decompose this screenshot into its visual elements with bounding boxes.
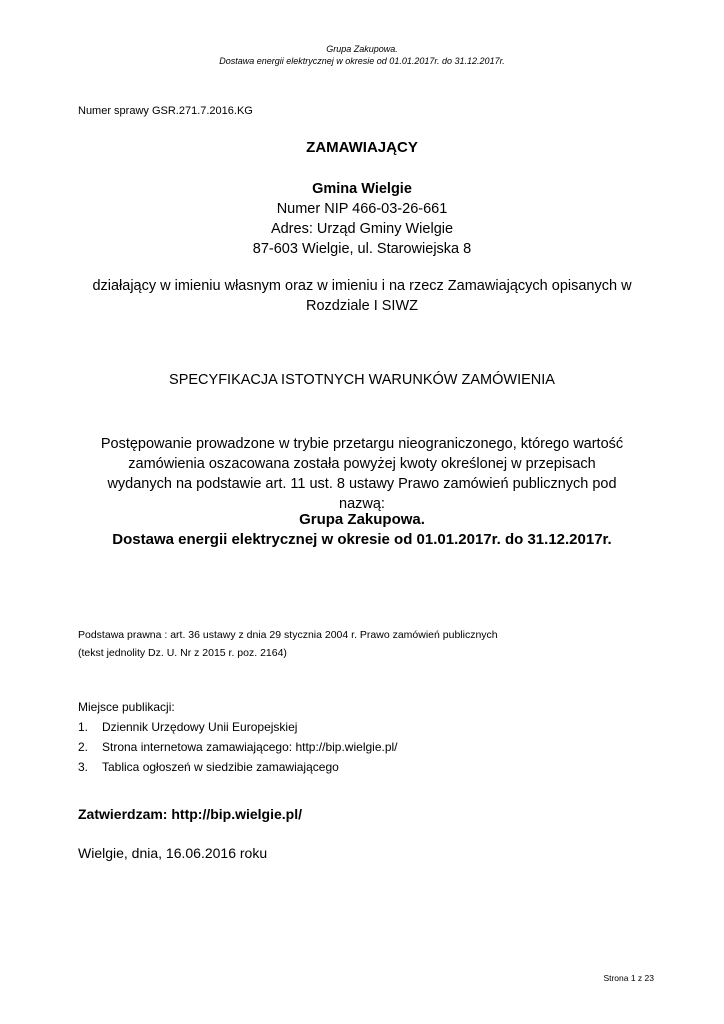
ordering-party-title: ZAMAWIAJĄCY xyxy=(306,139,418,156)
ordering-party-details xyxy=(0,179,724,259)
case-number: Numer sprawy GSR.271.7.2016.KG xyxy=(78,105,253,117)
procedure-description: Postępowanie prowadzone w trybie przetargu nieograniczonego, którego wartość zamówienia oszacowana została powyżej kwoty określonej w przepisach wydanych na podstawie art. 11 ust. 8 ustawy Prawo zamówień publicznych pod nazwą: xyxy=(100,436,624,512)
page-number: Strona 1 z 23 xyxy=(603,973,654,983)
publication-list xyxy=(78,717,398,777)
list-item xyxy=(78,737,398,757)
list-item-text: Tablica ogłoszeń w siedzibie zamawiającego xyxy=(102,760,339,774)
place-and-date: Wielgie, dnia, 16.06.2016 roku xyxy=(78,845,268,861)
ordering-party-address-2: 87-603 Wielgie, ul. Starowiejska 8 xyxy=(252,241,472,257)
ordering-party-address-1: Adres: Urząd Gminy Wielgie xyxy=(270,221,454,237)
list-item xyxy=(78,757,398,777)
list-item-number: 1. xyxy=(78,720,89,734)
list-item-text: Dziennik Urzędowy Unii Europejskiej xyxy=(102,720,298,734)
list-item-number: 3. xyxy=(78,760,89,774)
specification-title: SPECYFIKACJA ISTOTNYCH WARUNKÓW ZAMÓWIENIA xyxy=(169,372,555,388)
publication-section xyxy=(78,697,398,777)
project-title-line-1: Grupa Zakupowa. xyxy=(299,511,425,528)
list-item xyxy=(78,717,398,737)
ordering-party-name: Gmina Wielgie xyxy=(312,181,412,197)
acting-statement: działający w imieniu własnym oraz w imieniu i na rzecz Zamawiających opisanych w Rozdziale I SIWZ xyxy=(92,278,632,314)
approval-line: Zatwierdzam: http://bip.wielgie.pl/ xyxy=(78,806,303,822)
legal-basis-line-1: Podstawa prawna : art. 36 ustawy z dnia 29 stycznia 2004 r. Prawo zamówień publicznych xyxy=(78,629,498,641)
project-title xyxy=(0,510,724,550)
header-line-2: Dostawa energii elektrycznej w okresie od 01.01.2017r. do 31.12.2017r. xyxy=(219,56,505,66)
publication-heading: Miejsce publikacji: xyxy=(78,700,175,714)
legal-basis-line-2: (tekst jednolity Dz. U. Nr z 2015 r. poz. 2164) xyxy=(78,647,287,659)
ordering-party-nip: Numer NIP 466-03-26-661 xyxy=(276,201,448,217)
header-line-1: Grupa Zakupowa. xyxy=(326,44,398,54)
legal-basis xyxy=(78,626,498,662)
running-header xyxy=(0,43,724,67)
list-item-number: 2. xyxy=(78,740,89,754)
list-item-text: Strona internetowa zamawiającego: http://bip.wielgie.pl/ xyxy=(102,740,398,754)
project-title-line-2: Dostawa energii elektrycznej w okresie od 01.01.2017r. do 31.12.2017r. xyxy=(112,531,612,548)
